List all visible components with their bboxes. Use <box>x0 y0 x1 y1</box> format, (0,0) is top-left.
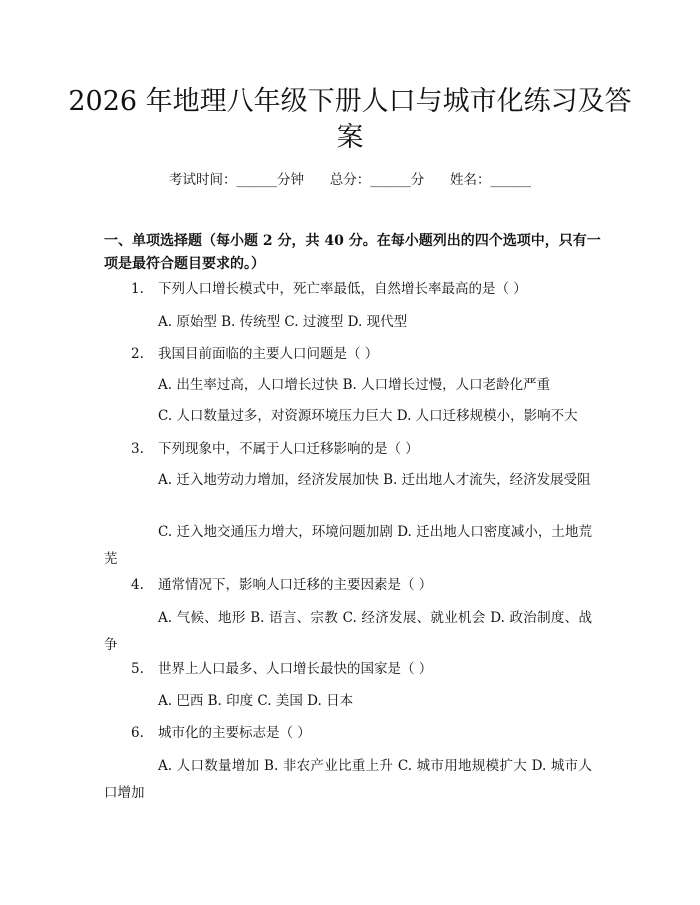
exam-meta-line: 考试时间：______分钟 总分：______分 姓名：______ <box>169 172 531 188</box>
question-number: 4. <box>131 577 144 593</box>
question-text: 城市化的主要标志是（ ） <box>158 725 311 741</box>
question-number: 5. <box>131 661 144 677</box>
question-2-options-line-2: C. 人口数量过多，对资源环境压力巨大 D. 人口迁移规模小，影响不大 <box>158 408 578 424</box>
question-5-options: A. 巴西 B. 印度 C. 美国 D. 日本 <box>158 693 354 709</box>
question-text: 通常情况下，影响人口迁移的主要因素是（ ） <box>158 577 433 593</box>
question-3-options-line-2: C. 迁入地交通压力增大，环境问题加剧 D. 迁出地人口密度减小，土地荒芜 <box>104 524 592 567</box>
question-text: 我国目前面临的主要人口问题是（ ） <box>158 346 379 362</box>
question-text: 下列人口增长模式中，死亡率最低，自然增长率最高的是（ ） <box>158 281 527 297</box>
question-number: 3. <box>131 441 144 457</box>
question-6-options: A. 人口数量增加 B. 非农产业比重上升 C. 城市用地规模扩大 D. 城市人口增加 <box>104 758 592 801</box>
question-2-options-line-1: A. 出生率过高，人口增长过快 B. 人口增长过慢，人口老龄化严重 <box>158 377 551 393</box>
question-text: 世界上人口最多、人口增长最快的国家是（ ） <box>158 661 433 677</box>
question-number: 6. <box>131 725 144 741</box>
question-number: 1. <box>131 281 144 297</box>
question-number: 2. <box>131 346 144 362</box>
question-4-options: A. 气候、地形 B. 语言、宗教 C. 经济发展、就业机会 D. 政治制度、战争 <box>104 610 592 653</box>
question-text: 下列现象中，不属于人口迁移影响的是（ ） <box>158 441 419 457</box>
question-3-options-line-1: A. 迁入地劳动力增加，经济发展加快 B. 迁出地人才流失，经济发展受阻 <box>158 472 591 488</box>
document-title: 2026 年地理八年级下册人口与城市化练习及答案 <box>68 86 632 153</box>
question-1-options: A. 原始型 B. 传统型 C. 过渡型 D. 现代型 <box>158 314 408 330</box>
section-heading: 一、单项选择题（每小题 2 分，共 40 分。在每小题列出的四个选项中，只有一项是最符合题目要求的。） <box>104 233 601 272</box>
